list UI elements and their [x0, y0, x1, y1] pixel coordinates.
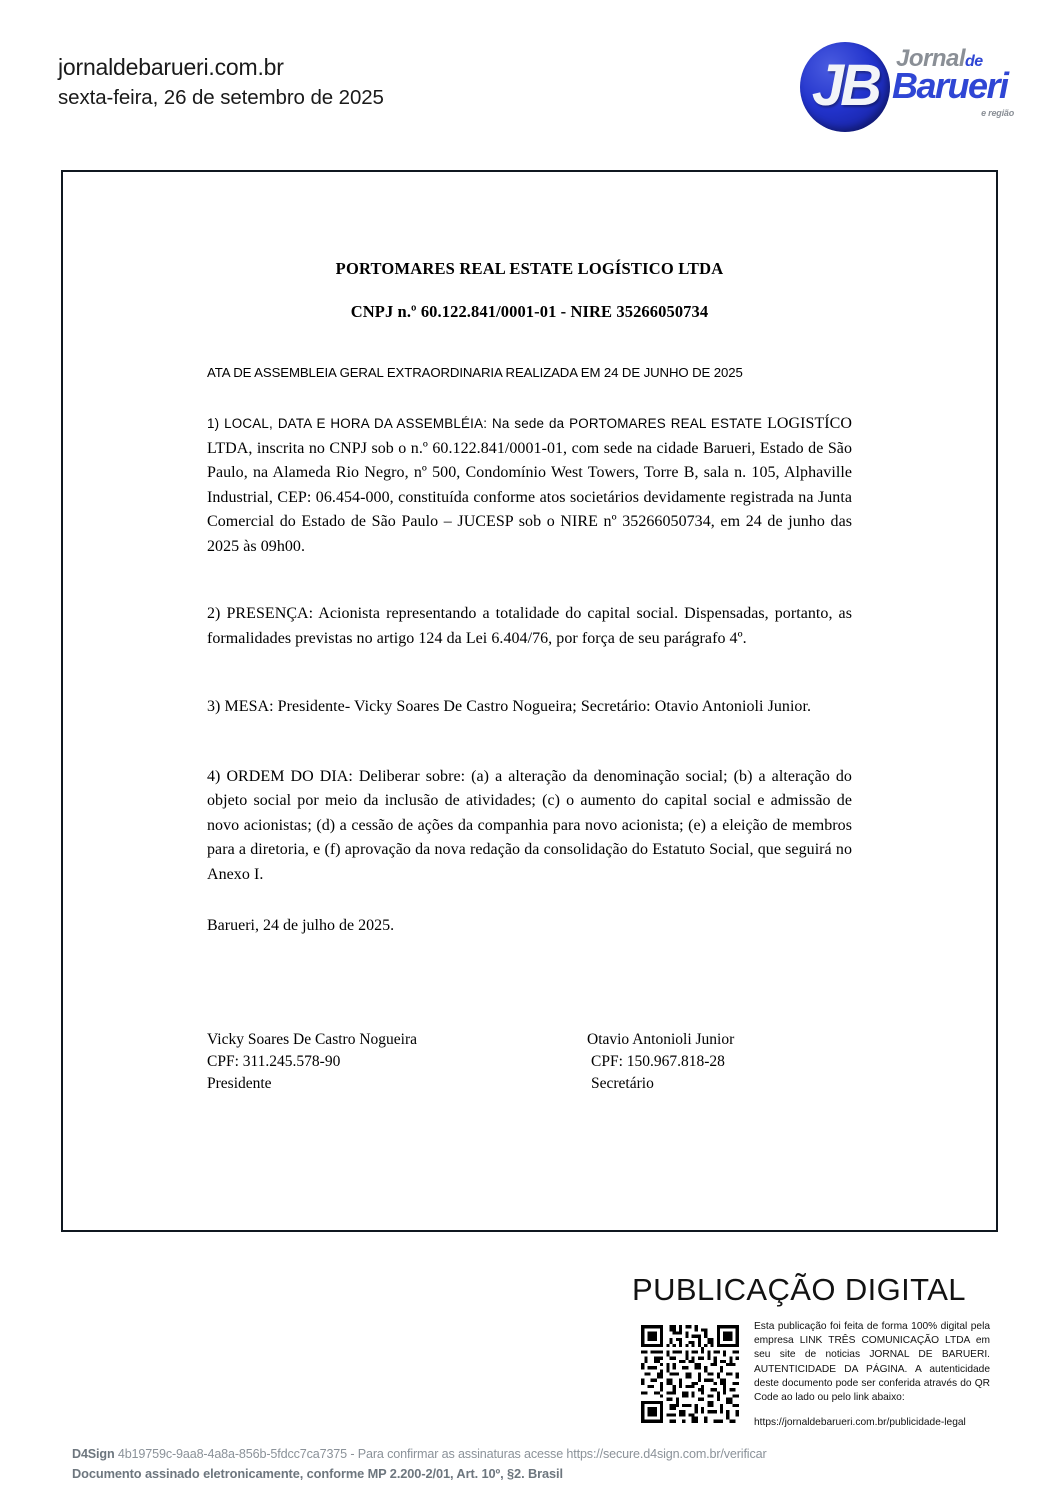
site-meta [58, 52, 384, 112]
logo-wordmark [892, 46, 1020, 134]
paragraph-presenca: 2) PRESENÇA: Acionista representando a totalidade do capital social. Dispensadas, portanto, as formalidades previstas no artigo 124 da Lei 6.404/76, por força de seu parágrafo 4º. [207, 605, 852, 647]
d4sign-hash: 4b19759c-9aa8-4a8a-856b-5fdcc7ca7375 [117, 1447, 348, 1461]
logo-line-regiao: e região [981, 108, 1014, 118]
site-url: jornaldebarueri.com.br [58, 54, 284, 80]
jornal-de-barueri-logo [792, 38, 1022, 142]
signature-cpf: CPF: 150.967.818-28 [591, 1052, 725, 1070]
jb-monogram-badge [800, 42, 890, 132]
ata-heading: ATA DE ASSEMBLEIA GERAL EXTRAORDINARIA REALIZADA EM 24 DE JUNHO DE 2025 [207, 365, 743, 380]
masthead [0, 0, 1058, 155]
publicacao-digital-body [632, 1320, 1032, 1460]
d4sign-brand: D4Sign [72, 1447, 115, 1461]
d4sign-verify-text: - Para confirmar as assinaturas acesse https://secure.d4sign.com.br/verificar [350, 1447, 767, 1461]
signature-president [207, 1029, 417, 1095]
closing-date: Barueri, 24 de julho de 2025. [207, 917, 395, 934]
paragraph-mesa: 3) MESA: Presidente- Vicky Soares De Castro Nogueira; Secretário: Otavio Antonioli Junior. [207, 698, 812, 715]
document-body [207, 412, 852, 939]
paragraph-1-rest: LOGISTÍCO LTDA, inscrita no CNPJ sob o n.º 60.122.841/0001-01, com sede na cidade Barueri, Estado de São Paulo, na Alameda Rio Negro, nº 500, Condomínio West Towers, Torre B, sala n. 105, Alphaville Industrial, CEP: 06.454-000, constituída conforme atos societários devidamente registrada na Junta Comercial do Estado de São Paulo – JUCESP sob o NIRE nº 35266050734, em 24 de junho das 2025 às 09h00. [207, 415, 852, 555]
logo-de-text: de [965, 53, 983, 70]
d4sign-legal-line: Documento assinado eletronicamente, conforme MP 2.200-2/01, Art. 10º, §2. Brasil [72, 1466, 563, 1481]
paragraph-1-lead: 1) LOCAL, DATA E HORA DA ASSEMBLÉIA: Na sede da PORTOMARES REAL ESTATE [207, 416, 763, 431]
company-title: PORTOMARES REAL ESTATE LOGÍSTICO LTDA [335, 259, 724, 278]
paragraph-ordem-do-dia: 4) ORDEM DO DIA: Deliberar sobre: (a) a alteração da denominação social; (b) a alteração do objeto social por meio da inclusão de atividades; (c) o aumento do capital social e admissão de novo acionistas; (d) a cessão de ações da companhia para novo acionista; (e) a eleição de membros para a diretoria, e (f) aprovação da nova redação da consolidação do Estatuto Social, que seguirá no Anexo I. [207, 767, 852, 883]
paragraph-local-data-hora [207, 412, 852, 559]
qr-code-icon[interactable] [638, 1322, 742, 1426]
signature-name: Otavio Antonioli Junior [587, 1030, 735, 1048]
signature-block [207, 1029, 852, 1109]
document-content [63, 172, 996, 1109]
d4sign-footer [72, 1444, 972, 1484]
logo-line-barueri: Barueri [892, 65, 1008, 106]
signature-name: Vicky Soares De Castro Nogueira [207, 1030, 417, 1048]
publicacao-digital-title: PUBLICAÇÃO DIGITAL [632, 1272, 966, 1307]
signature-role: Presidente [207, 1074, 272, 1092]
signature-secretary [587, 1029, 734, 1095]
document-frame [61, 170, 998, 1232]
publication-date: sexta-feira, 26 de setembro de 2025 [58, 86, 384, 109]
publicacao-digital-description: Esta publicação foi feita de forma 100% digital pela empresa LINK TRÊS COMUNICAÇÃO LTDA em seu site de noticias JORNAL DE BARUERI. AUTENTICIDADE DA PÁGINA. A autenticidade deste documento pode ser conferida através do QR Code ao lado ou pelo link abaixo: [754, 1321, 990, 1404]
publicacao-digital-section [632, 1272, 1032, 1460]
company-registration: CNPJ n.º 60.122.841/0001-01 - NIRE 35266050734 [350, 302, 709, 321]
logo-jornal-text: Jornal [896, 45, 966, 72]
publicacao-digital-link[interactable]: https://jornaldebarueri.com.br/publicidade-legal [754, 1417, 966, 1428]
d4sign-signature-line [72, 1444, 972, 1464]
signature-role: Secretário [591, 1074, 654, 1092]
signature-cpf: CPF: 311.245.578-90 [207, 1052, 341, 1070]
jb-monogram-text: JB [811, 52, 879, 118]
